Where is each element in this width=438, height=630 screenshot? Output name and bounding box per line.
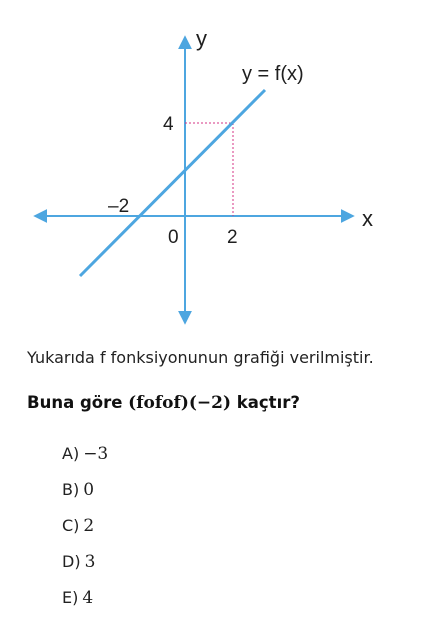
choice-e[interactable]: [62, 586, 108, 622]
choice-value: 4: [82, 588, 94, 608]
question-prompt: [27, 393, 300, 413]
choice-letter: C): [62, 516, 80, 535]
origin-label: 0: [168, 227, 179, 248]
x-axis-label: x: [362, 206, 373, 231]
function-label: y = f(x): [242, 63, 304, 85]
choice-letter: B): [62, 480, 80, 499]
choice-letter: E): [62, 588, 79, 607]
choice-value: 3: [84, 552, 96, 572]
tick-label-x-neg2: –2: [108, 196, 130, 217]
tick-label-x-2: 2: [227, 227, 238, 248]
choice-letter: D): [62, 552, 81, 571]
choice-value: 2: [83, 516, 95, 536]
choice-b[interactable]: [62, 478, 108, 514]
choice-d[interactable]: [62, 550, 108, 586]
answer-choices: [62, 442, 108, 622]
choice-c[interactable]: [62, 514, 108, 550]
prompt-math-expression: (fofof)(−2): [128, 393, 232, 413]
choice-value: 0: [83, 480, 95, 500]
y-axis-label: y: [196, 26, 207, 51]
choice-a[interactable]: [62, 442, 108, 478]
tick-label-y-4: 4: [163, 114, 174, 135]
choice-letter: A): [62, 444, 80, 463]
choice-value: −3: [83, 444, 109, 464]
prompt-end: kaçtır?: [231, 393, 300, 412]
question-text: Yukarıda f fonksiyonunun grafiği verilmiştir.: [27, 348, 374, 367]
prompt-start: Buna göre: [27, 393, 129, 412]
